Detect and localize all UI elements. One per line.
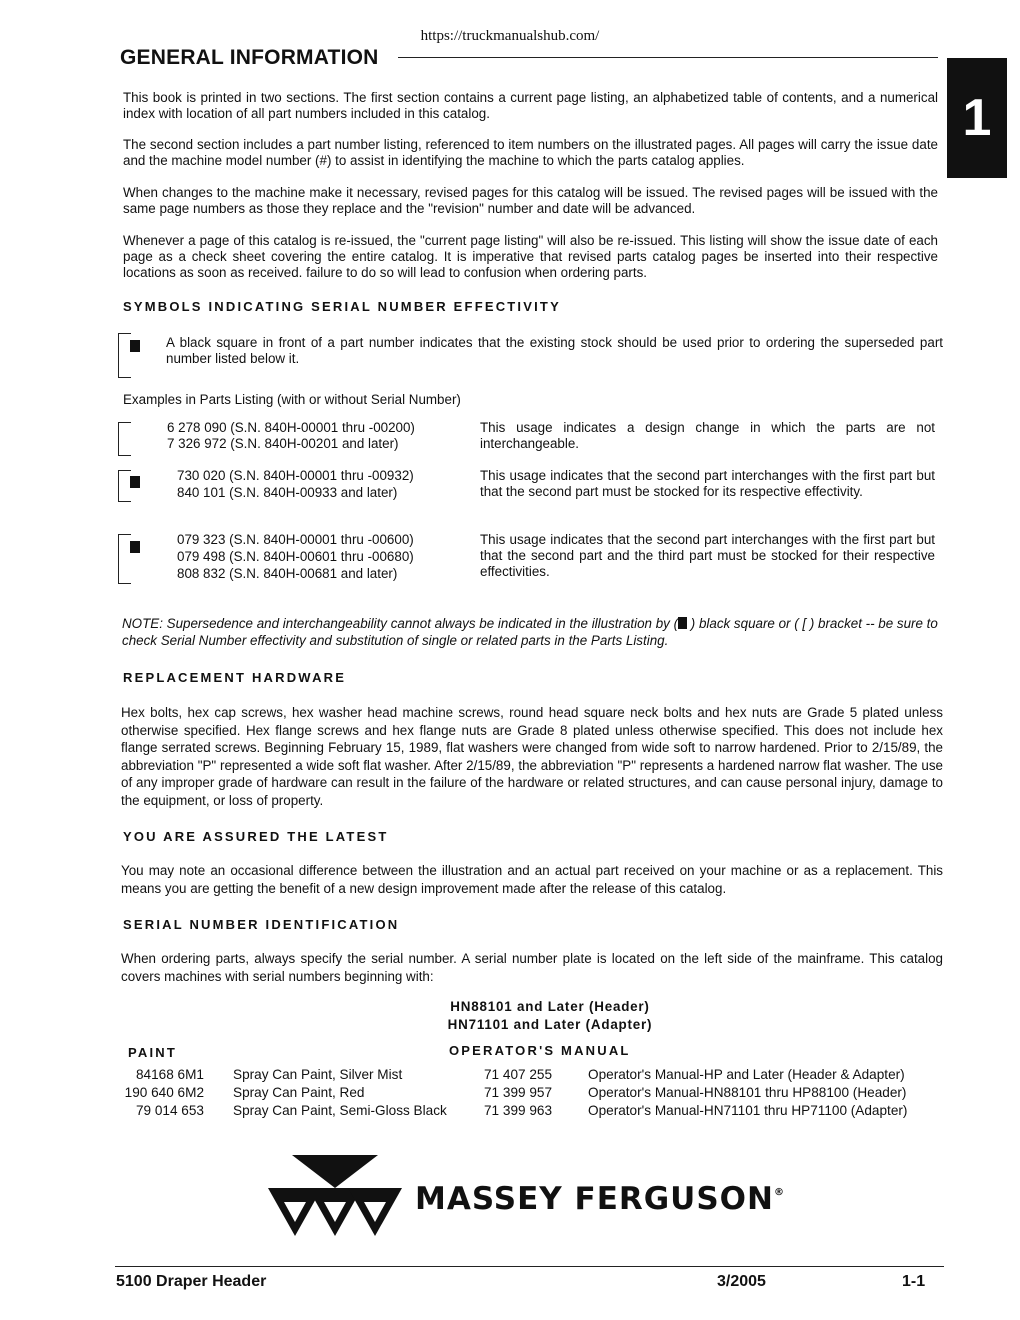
square-description: A black square in front of a part number indicates that the existing stock should be used prior to ordering the superseded part number listed below it. [166,335,943,366]
manual-desc-3: Operator's Manual-HN71101 thru HP71100 (Adapter) [588,1103,908,1118]
example-3-line-2: 079 498 (S.N. 840H-00601 thru -00680) [177,549,414,564]
title-rule [398,57,938,58]
hardware-heading: REPLACEMENT HARDWARE [123,670,347,685]
brand-text: MASSEY FERGUSON [415,1181,774,1217]
black-square-icon [130,541,140,553]
manual-desc-1: Operator's Manual-HP and Later (Header & Adapter) [588,1067,905,1082]
example-1-line-2: 7 326 972 (S.N. 840H-00201 and later) [167,436,399,451]
example-3-line-1: 079 323 (S.N. 840H-00001 thru -00600) [177,532,414,547]
serial-range-adapter: HN71101 and Later (Adapter) [447,1017,653,1032]
paint-desc-2: Spray Can Paint, Red [233,1085,365,1100]
intro-paragraph-3: When changes to the machine make it necessary, revised pages for this catalog will be issued. The revised pages will be issued with the same page numbers as those they replace and the "revision" number and date will be advanced. [123,185,938,216]
intro-paragraph-1: This book is printed in two sections. The first section contains a current page listing, an alphabetized table of contents, and a numerical index with location of all part numbers included in this catalog. [123,90,938,121]
manual-desc-2: Operator's Manual-HN88101 thru HP88100 (Header) [588,1085,907,1100]
footer-date: 3/2005 [717,1273,766,1290]
black-square-icon [130,476,140,488]
footer-model: 5100 Draper Header [116,1273,267,1290]
example-2-line-2: 840 101 (S.N. 840H-00933 and later) [177,485,398,500]
serial-heading: SERIAL NUMBER IDENTIFICATION [123,917,400,932]
intro-paragraph-4: Whenever a page of this catalog is re-issued, the "current page listing" will also be re-issued. This listing will show the issue date of each page as a check sheet covering the entire catalog. It is imperative that revised parts catalog pages be inserted into their respective locations as soon as received. failure to do so will lead to confusion when ordering parts. [123,233,938,280]
latest-text: You may note an occasional difference between the illustration and an actual part received on your machine or as a replacement. This means you are getting the benefit of a new design improvement made after the release of this catalog. [121,863,943,896]
example-2-line-1: 730 020 (S.N. 840H-00001 thru -00932) [177,468,414,483]
manual-part-3: 71 399 963 [484,1103,553,1118]
note-text-1: NOTE: Supersedence and interchangeability cannot always be indicated in the illustration by ( [122,616,679,631]
footer-rule [115,1266,944,1267]
serial-range-header: HN88101 and Later (Header) [450,999,650,1014]
bracket-icon [118,422,131,456]
example-3-line-3: 808 832 (S.N. 840H-00681 and later) [177,566,398,581]
example-1-description: This usage indicates a design change in which the parts are not interchangeable. [480,420,935,451]
paint-part-1: 84168 6M1 [135,1067,204,1082]
manual-part-2: 71 399 957 [484,1085,553,1100]
symbols-heading: SYMBOLS INDICATING SERIAL NUMBER EFFECTIVITY [123,299,561,314]
paint-part-3: 79 014 653 [135,1103,204,1118]
black-square-icon [130,340,140,352]
paint-desc-3: Spray Can Paint, Semi-Gloss Black [233,1103,447,1118]
footer-page-number: 1-1 [902,1273,926,1290]
examples-label: Examples in Parts Listing (with or without Serial Number) [123,392,461,407]
example-3-description: This usage indicates that the second part interchanges with the first part but that the second part and the third part must be stocked for their respective effectivities. [480,532,935,579]
source-url: https://truckmanualshub.com/ [420,28,600,44]
inline-black-square-icon [678,617,687,629]
brand-name [415,1181,785,1217]
registered-mark: ® [773,1187,785,1198]
section-tab: 1 [947,58,1007,178]
note [122,615,944,649]
manual-part-1: 71 407 255 [484,1067,553,1082]
example-2-description: This usage indicates that the second part interchanges with the first part but that the second part must be stocked for its respective effectivity. [480,468,935,499]
paint-heading: PAINT [128,1045,178,1060]
example-1-line-1: 6 278 090 (S.N. 840H-00001 thru -00200) [167,420,415,435]
paint-part-2: 190 640 6M2 [124,1085,204,1100]
page-title: GENERAL INFORMATION [120,46,379,69]
intro-paragraph-2: The second section includes a part number listing, referenced to item numbers on the illustrated pages. All pages will carry the issue date and the machine model number (#) to assist in identifying the machine to which the parts catalog applies. [123,137,938,168]
massey-ferguson-triple-triangle-logo [262,1150,412,1248]
note-text-2: ) black square or ( [ ) bracket -- be sure to check Serial Number effectivity and substitution of single or related parts in the Parts Listing. [122,616,938,648]
hardware-text: Hex bolts, hex cap screws, hex washer head machine screws, round head square neck bolts and hex nuts are Grade 5 plated unless otherwise specified. Hex flange screws and hex flange nuts are Grade 8 plated unless otherwise specified. This does not include hex flange serrated screws. Beginning February 15, 1989, flat washers were changed from wide soft to narrow hardened. Prior to 2/15/89, the abbreviation "P" represented a wide soft flat washer. After 2/15/89, the abbreviation "P" represents a hardened narrow flat washer. The use of any improper grade of hardware can result in the failure of the hardware or related structures, and can cause personal injury, damage to the equipment, or loss of property. [121,705,943,808]
latest-heading: YOU ARE ASSURED THE LATEST [123,829,389,844]
serial-text: When ordering parts, always specify the serial number. A serial number plate is located on the left side of the mainframe. This catalog covers machines with serial numbers beginning with: [121,951,943,984]
paint-desc-1: Spray Can Paint, Silver Mist [233,1067,403,1082]
manual-heading: OPERATOR'S MANUAL [449,1043,631,1058]
